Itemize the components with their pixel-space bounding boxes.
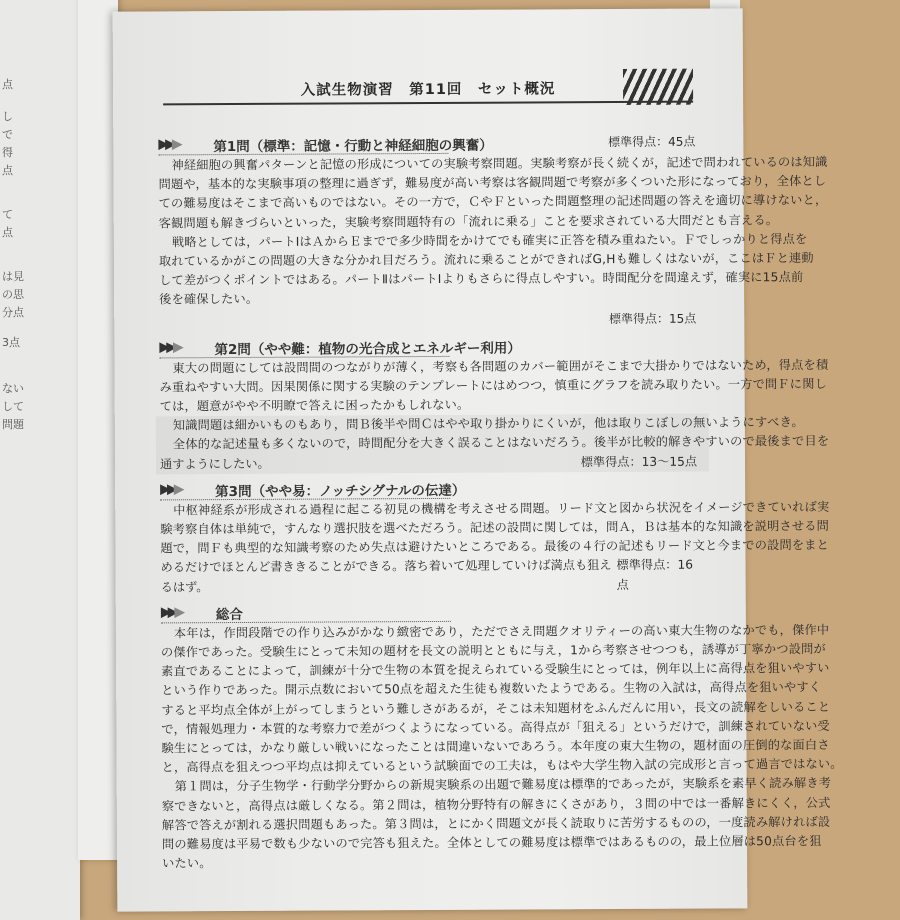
text-line: して差がつくポイントではある。パートⅡはパートⅠよりもさらに得点しやすい。時間配分を間違えず，確実に15点前 [159,270,804,288]
fragment: し [2,110,13,123]
text-line: 験考察自体は単純で，すんなり選択肢を選べただろう。記述の設問に関しては，問Ａ，Ｂは基本的な知識を説明させる問 [160,518,830,537]
title-banner [163,59,693,106]
text-line: 第１問は，分子生物学・行動学分野からの新規実験系の出題で難易度は標準的であったが，実験系を素早く読み解き考 [174,776,832,794]
text-line: と，高得点を狙えつつ平均点は抑えているという試験面での工夫は，もはや大学生物入試の完成形と言って過言ではない。 [161,757,843,775]
text-line: いたい。 [162,856,212,871]
text-line: 本年は，作問段階での作り込みがかなり緻密であり，ただでさえ問題クオリティーの高い東大生物のなかでも，傑作中 [173,622,830,641]
fragment: 得 [2,146,13,159]
section-heading [160,477,705,501]
arrows-icon: ▶▶▶ [158,136,179,153]
arrows-icon: ▶▶▶ [159,338,180,356]
stripes-decoration [623,69,693,105]
dotted-rule [160,498,450,501]
section-title: 第2問（やや難：植物の光合成とエネルギー利用） [214,340,521,358]
background-sheet-middle [78,0,118,860]
text-line: 察できないと，高得点は厳しくなる。第２問は，植物分野特有の解きにくさがあり，３問の中では一番解きにくく，公式 [161,795,831,814]
shaded-box [156,414,830,475]
text-line: めるだけでほとんど書ききることができる。落ち着いて処理していけば満点も狙えるはず。 [160,558,612,595]
content [158,129,843,874]
standard-score: 標準得点：45点 [608,134,696,150]
text-line: 問題や，基本的な実験事項の整理に過ぎず，難易度が高い考察は客観問題で考察が多くついた形になっており，全体とし [158,174,827,192]
fragment: 問題 [2,418,24,431]
section-heading [159,335,704,359]
text-line: 素直であることによって，訓練が十分で生物の本質を捉えられている受験生にとっては，例年以上に高得点を狙いやすい [161,661,830,679]
fragment: で [2,128,13,141]
fragment: 点 [2,78,13,91]
dotted-rule [158,153,448,156]
section-title: 第1問（標準：記憶・行動と神経細胞の興奮） [213,137,493,156]
section-title: 第3問（やや易：ノッチシグナルの伝達） [215,482,466,500]
dotted-rule [159,356,449,359]
arrows-icon: ▶▶▶ [160,481,181,498]
fragment: 点 [2,164,13,177]
text-line: 知識問題は細かいものもあり，問Ｂ後半や問Ｃはやや取り掛かりにくいが，他は取りこぼしの無いようにすべき。 [172,415,804,433]
text-line: 験生にとっては，かなり厳しい戦いになったことは間違いないであろう。本年度の東大生物の，題材面の圧倒的な面白さ [161,737,830,756]
text-line: 客観問題も解きづらいといった，実験考察問題特有の「流れに乗る」ことを要求されている大問だとも言える。 [158,212,779,231]
standard-score: 標準得点：16点 [616,558,693,592]
text-line: 取れているかがこの問題の大きな分かれ目だろう。流れに乗ることができればG,Hも難しくはないが，ここはＦと連動 [158,251,814,269]
text-line: 全体的な記述量も多くないので，時間配分を大きく誤ることはないだろう。後半が比較的解きやすいので最後まで目を [172,434,830,452]
text-line: 神経細胞の興奮パターンと記憶の形成についての実験考察問題。実験考察が長く続くが，記述で問われているのは知識 [171,154,828,173]
standard-score: 標準得点：15点 [608,311,697,326]
text-line: み重ねやすい大問。因果関係に関する実験のテンプレートにはめつつ，慎重にグラフを読み取りたい。一方で問Ｆに関し [159,376,827,395]
fragment: は見 [2,270,24,283]
section-heading [158,133,703,157]
section-title: 総合 [215,606,243,623]
section-heading [161,600,706,624]
text-line-with-score [160,452,705,474]
text-line: 戦略としては，パートⅠはＡからＥまでで多少時間をかけてでも確実に正答を積み重ねたい。Ｆでしっかりと得点を [171,231,808,250]
fragment: ない [2,382,24,395]
text-line-with-score [161,556,706,597]
text-line: ての難易度はそこまで高いものではない。その一方で，ＣやＦといった問題整理の記述問題の答えを適切に導けないと， [158,193,828,211]
text-line: の傑作であった。受験生にとって未知の題材を長文の説明とともに与え，1から考察させつつも，誘導が丁寧かつ設問が [160,641,826,660]
text-line: 問の難易度は平易で数も少ないので完答も狙えた。全体としての難易度は標準ではあるものの，最上位層は50点台を狙 [161,834,822,852]
text-line: 中枢神経系が形成される過程に起こる初見の機構を考えさせる問題。リード文と図から状況をイメージできていれば実 [173,499,830,518]
text-line: で，情報処理力・本質的な考察力で差がつくようになっている。高得点が「狙える」というだけで，訓練されていない受 [161,718,830,737]
document-page [113,8,843,911]
dotted-rule [161,621,451,624]
fragment: の思 [2,288,24,301]
fragment: 3点 [2,336,20,349]
arrows-icon: ▶▶▶ [160,604,182,621]
fragment: 分点 [2,306,24,319]
text-line: 後を確保したい。 [159,292,259,307]
text-line: すると平均点全体が上がってしまうという難しさがあるが，そこは未知題材をふんだんに用い，長文の読解をしいること [161,699,831,718]
text-line: ては，題意がやや不明瞭で答えに困ったかもしれない。 [159,397,470,414]
text-line: 通すようにしたい。 [159,456,270,472]
text-line: 解答で答えが割れる選択問題もあった。第３問は，とにかく問題文が長く読取りに苦労するものの，一度読み解ければ設 [161,814,831,833]
text-line: 東大の問題にしては設問間のつながりが薄く，考察も各問題のカバー範囲がそこまで大掛かりではないため，得点を積 [172,357,829,375]
fragment: して [2,400,24,413]
standard-score: 標準得点：13～15点 [580,454,698,469]
background-sheet-left [0,0,80,920]
page-title: 入試生物演習 第11回 セット概況 [300,81,556,99]
text-line: 題で，問Ｆも典型的な知識考察のため失点は避けたいところである。最後の４行の記述もリード文と今までの設問をまと [160,538,830,556]
fragment: 点 [2,226,13,239]
fragment: て [2,208,13,221]
text-line: という作りであった。開示点数において50点を超えた生徒も複数いたようである。生物の入試は，高得点を狙いやすく [161,680,822,698]
